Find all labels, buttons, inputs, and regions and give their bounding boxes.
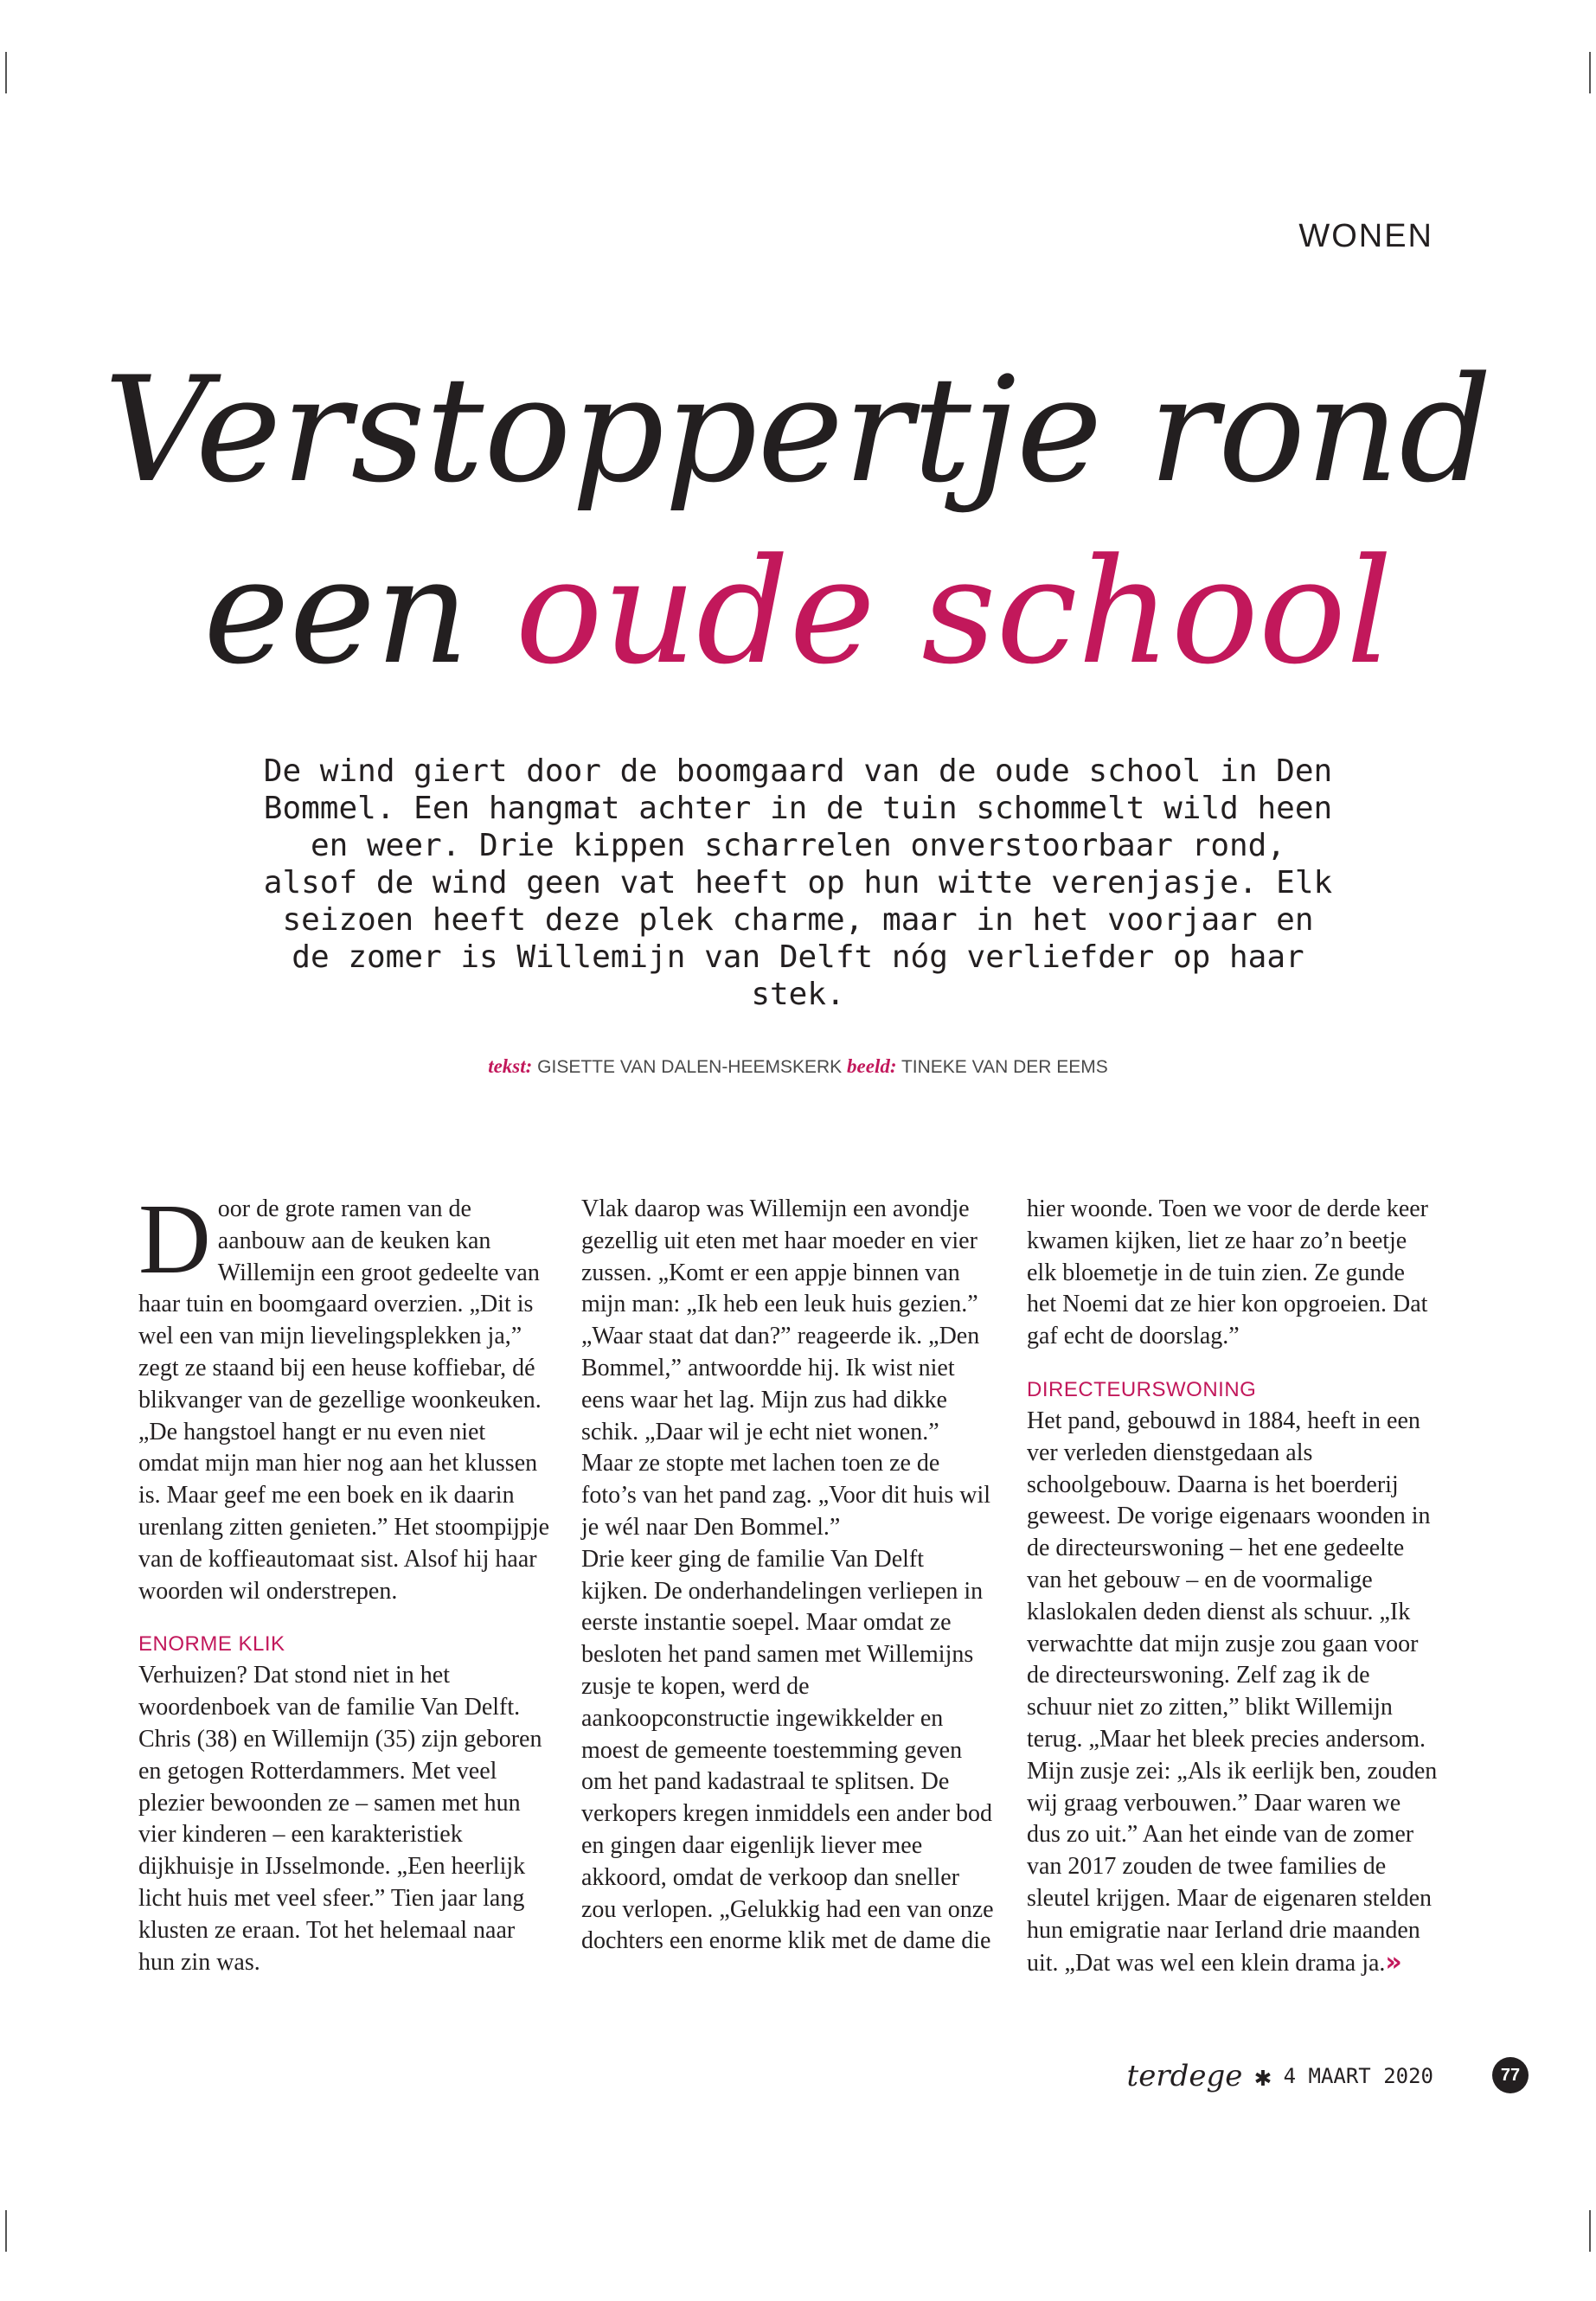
crop-mark-top-left: [5, 52, 7, 93]
headline-highlight: oude school: [515, 527, 1393, 696]
page-number: 77: [1492, 2057, 1529, 2093]
continue-arrow-icon: »: [1385, 1946, 1402, 1977]
paragraph-3: Vlak daarop was Willemijn een avondje gezellig uit eten met haar moeder en vier zussen. „Komt er een appje binnen van mijn man: „Ik heb een leuk huis gezien.” „Waar staat dat dan?” reageerde ik. „Den Bommel,” antwoordde hij. Ik wist niet eens waar het lag. Mijn zus had dikke schik. „Daar wil je echt niet wonen.” Maar ze stopte met lachen toen ze de foto’s van het pand zag. „Voor dit huis wil je wél naar Den Bommel.”: [581, 1195, 991, 1541]
paragraph-4: Drie keer ging de familie Van Delft kijken. De onderhandelingen verliepen in eerste instantie soepel. Maar omdat ze besloten het pand samen met Willemijns zusje te kopen, werd de aankoopconstructie ingewikkelder en moest de gemeente toestemming geven om het pand kadastraal te splitsen. De verkopers kregen inmiddels een ander bod en gingen daar eigenlijk liever mee akkoord, omdat de verkoop dan sneller zou verlopen. „Gelukkig had een van onze dochters een enorme klik met de dame die: [581, 1545, 994, 1955]
paragraph-2: Verhuizen? Dat stond niet in het woordenboek van de familie Van Delft. Chris (38) en Willemijn (35) zijn geboren en getogen Rotterdammers. Met veel plezier bewoonden ze – samen met hun vier kinderen – een karakteristiek dijkhuisje in IJsselmonde. „Een heerlijk licht huis met veel sfeer.” Tien jaar lang klusten ze eraan. Tot het helemaal naar hun zin was.: [138, 1662, 542, 1976]
magazine-brand: terdege: [1126, 2059, 1243, 2093]
headline-line-1: Verstoppertje rond: [104, 345, 1492, 515]
paragraph-1-text: oor de grote ramen van de aanbouw aan de keuken kan Willemijn een groot gedeelte van haar tuin en boomgaard overzien. „Dit is wel een van mijn lievelingsplekken ja,” zegt ze staand bij een heuse koffiebar, dé blikvanger van de gezellige woonkeuken. „De hangstoel hangt er nu even niet omdat mijn man hier nog aan het klussen is. Maar geef me een boek en ik daarin urenlang zitten genieten.” Het stoompijpje van de koffieautomaat sist. Alsof hij haar woorden wil onderstrepen.: [138, 1195, 550, 1605]
issue-date: 4 MAART 2020: [1283, 2064, 1433, 2088]
crop-mark-top-right: [1589, 52, 1591, 93]
paragraph-5: hier woonde. Toen we voor de derde keer kwamen kijken, liet ze haar zo’n beetje elk bloemetje in de tuin zien. Ze gunde het Noemi dat ze hier kon opgroeien. Dat gaf echt de doorslag.”: [1027, 1195, 1429, 1350]
asterisk-icon: ✱: [1254, 2060, 1272, 2093]
section-label: WONEN: [1298, 218, 1433, 254]
subheading-enorme-klik: ENORME KLIK: [138, 1632, 285, 1657]
paragraph-6: [1027, 1406, 1440, 1979]
subheading-directeurswoning: DIRECTEURSWONING: [1027, 1377, 1257, 1401]
article-column-1: [138, 1184, 552, 1978]
article-column-3: [1027, 1194, 1440, 1979]
headline-line-2-prefix: een: [203, 527, 516, 696]
headline: [0, 339, 1596, 702]
image-credit-author: TINEKE VAN DER EEMS: [901, 1057, 1108, 1077]
intro-lead: De wind giert door de boomgaard van de oude school in Den Bommel. Een hangmat achter in de tuin schommelt wild heen en weer. Drie kippen scharrelen onverstoorbaar rond, alsof de wind geen vat heeft op hun witte verenjasje. Elk seizoen heeft deze plek charme, maar in het voorjaar en de zomer is Willemijn van Delft nóg verliefder op haar stek.: [263, 753, 1333, 1012]
drop-cap: D: [138, 1184, 211, 1295]
text-credit-label: tekst:: [488, 1055, 533, 1077]
text-credit-author: GISETTE VAN DALEN-HEEMSKERK: [537, 1057, 843, 1077]
page-footer: [1127, 2059, 1433, 2093]
article-column-2: [581, 1194, 995, 1958]
crop-mark-bottom-left: [5, 2210, 7, 2252]
image-credit-label: beeld:: [847, 1055, 897, 1077]
paragraph-1: [138, 1184, 552, 1607]
byline: [0, 1055, 1596, 1078]
crop-mark-bottom-right: [1589, 2210, 1591, 2252]
paragraph-6-text: Het pand, gebouwd in 1884, heeft in een ver verleden dienstgedaan als schoolgebouw. Daarna is het boerderij geweest. De vorige eigenaars woonden in de directeurswoning – het ene gedeelte van het gebouw – en de voormalige klaslokalen deden dienst als schuur. „Ik verwachtte dat mijn zusje zou gaan voor de directeurswoning. Zelf zag ik de schuur niet zo zitten,” blikt Willemijn terug. „Maar het bleek precies andersom. Mijn zusje zei: „Als ik eerlijk ben, zouden wij graag verbouwen.” Daar waren we dus zo uit.” Aan het einde van de zomer van 2017 zouden de twee families de sleutel krijgen. Maar de eigenaren stelden hun emigratie naar Ierland drie maanden uit. „Dat was wel een klein drama ja.: [1027, 1407, 1438, 1977]
